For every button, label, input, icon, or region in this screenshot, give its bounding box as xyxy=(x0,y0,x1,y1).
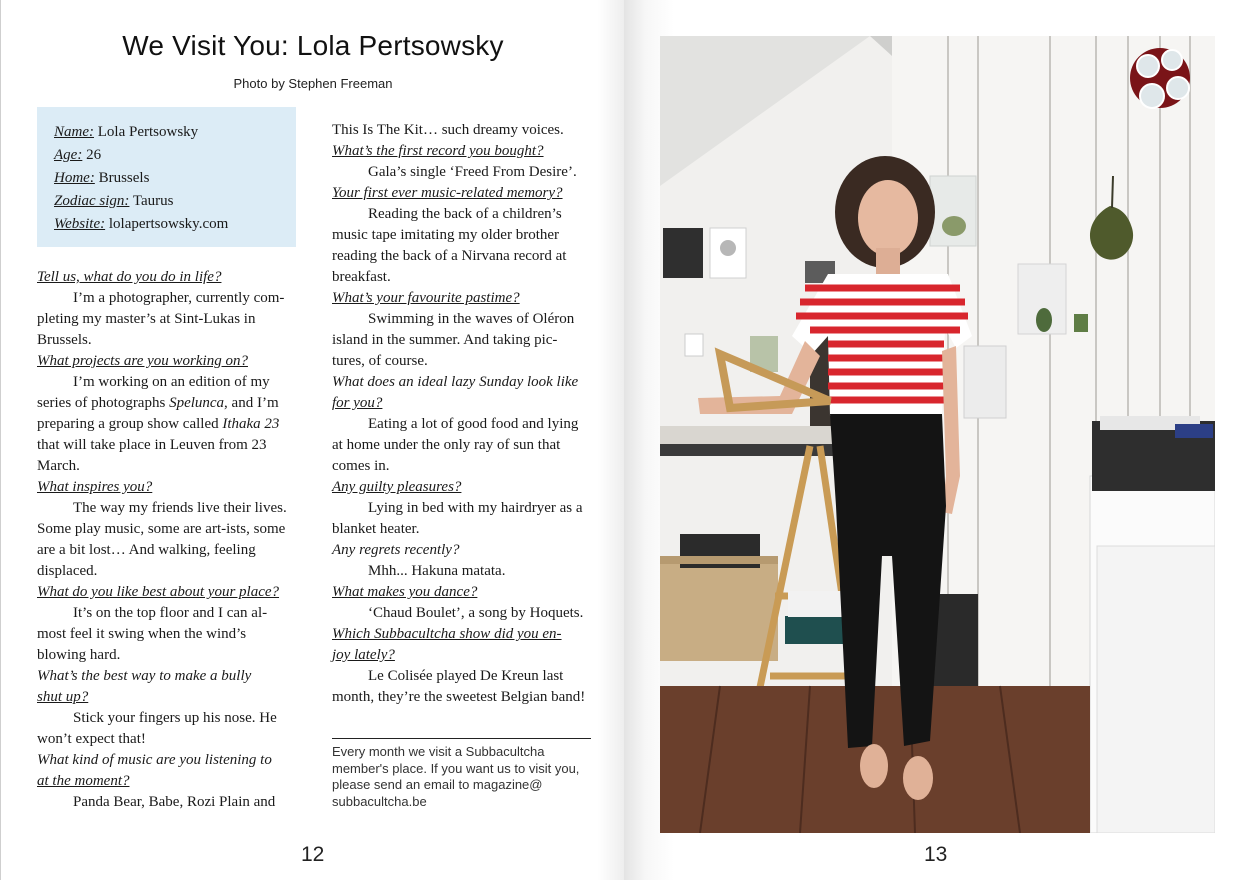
question: for you? xyxy=(332,395,383,411)
question: What’s your favourite pastime? xyxy=(332,290,520,306)
answer: Stick your fingers up his nose. He won’t expect that! xyxy=(37,710,277,747)
question: shut up? xyxy=(37,689,89,705)
answer: Lying in bed with my hairdryer as a blanket heater. xyxy=(332,500,583,537)
answer: I’m working on an edition of my series of photographs Spelunca, and I’m preparing a group show called Ithaka 23 that will take place in Leuven from 23 March. xyxy=(37,374,280,474)
answer: Reading the back of a children’s music tape imitating my older brother reading the back of a Nirvana record at breakfast. xyxy=(332,206,567,285)
question: What inspires you? xyxy=(37,479,153,495)
page-number-left: 12 xyxy=(301,843,325,866)
answer: Gala’s single ‘Freed From Desire’. xyxy=(368,164,577,180)
answer: The way my friends live their lives. Some play music, some are art-ists, some are a bit lost… And walking, feeling displaced. xyxy=(37,500,287,579)
question: What projects are you working on? xyxy=(37,353,248,369)
answer: Panda Bear, Babe, Rozi Plain and xyxy=(73,794,276,810)
question: What’s the first record you bought? xyxy=(332,143,544,159)
interview-column-2 xyxy=(332,120,588,708)
question: Any regrets recently? xyxy=(332,542,460,558)
article-title: We Visit You: Lola Pertsowsky xyxy=(122,30,504,61)
question: Your first ever music-related memory? xyxy=(332,185,563,201)
fact-zodiac: Zodiac sign: Taurus xyxy=(54,193,174,209)
question: What kind of music are you listening to xyxy=(37,752,272,768)
question: What’s the best way to make a bully xyxy=(37,668,252,684)
question: What do you like best about your place? xyxy=(37,584,280,600)
answer: Swimming in the waves of Oléron island in the summer. And taking pic-tures, of course. xyxy=(332,311,575,369)
question: Which Subbacultcha show did you en- xyxy=(332,626,562,642)
question: Tell us, what do you do in life? xyxy=(37,269,222,285)
fact-name: Name: Lola Pertsowsky xyxy=(54,124,199,140)
red-wall-ornament xyxy=(1130,48,1190,108)
interview-column-1 xyxy=(37,267,293,813)
answer: It’s on the top floor and I can al-most feel it swing when the wind’s blowing hard. xyxy=(37,605,268,663)
answer: Le Colisée played De Kreun last month, they’re the sweetest Belgian band! xyxy=(332,668,586,705)
portrait-photo xyxy=(660,36,1215,833)
portrait-illustration xyxy=(660,36,1215,833)
answer: I’m a photographer, currently com-pleting my master’s at Sint-Lukas in Brussels. xyxy=(37,290,285,348)
question: joy lately? xyxy=(332,647,395,663)
footnote-divider xyxy=(332,738,591,739)
fact-age: Age: 26 xyxy=(54,147,102,163)
footnote: Every month we visit a Subbacultcha member's place. If you want us to visit you, please send an email to magazine@ subbacultcha.be xyxy=(332,744,580,809)
answer-continued: This Is The Kit… such dreamy voices. xyxy=(332,122,564,138)
question: at the moment? xyxy=(37,773,130,789)
page-number-right: 13 xyxy=(924,843,948,866)
answer: ‘Chaud Boulet’, a song by Hoquets. xyxy=(368,605,584,621)
fact-website: Website: lolapertsowsky.com xyxy=(54,216,229,232)
gutter-shadow xyxy=(597,0,625,880)
photo-credit: Photo by Stephen Freeman xyxy=(233,76,393,91)
answer: Eating a lot of good food and lying at home under the only ray of sun that comes in. xyxy=(332,416,579,474)
question: What does an ideal lazy Sunday look like xyxy=(332,374,579,390)
answer: Mhh... Hakuna matata. xyxy=(368,563,506,579)
question: What makes you dance? xyxy=(332,584,478,600)
fact-home: Home: Brussels xyxy=(54,170,150,186)
profile-factbox xyxy=(37,107,296,247)
question: Any guilty pleasures? xyxy=(332,479,462,495)
